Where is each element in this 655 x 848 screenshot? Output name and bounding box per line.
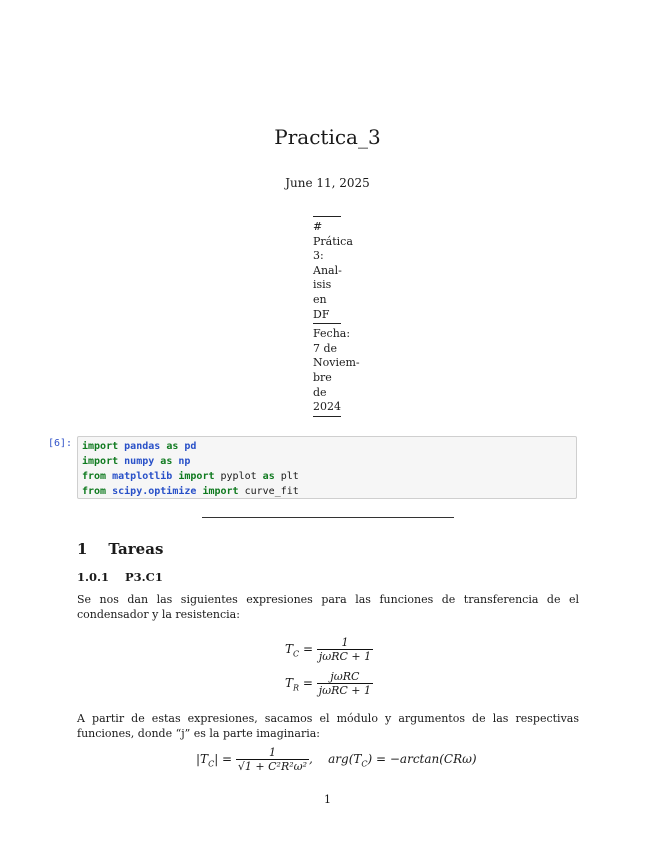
- code-line: from scipy.optimize import curve_fit: [82, 486, 299, 497]
- narrow-line: 2024: [313, 400, 341, 414]
- section-number: 1: [77, 540, 88, 558]
- table-rule-bottom: [313, 416, 341, 417]
- equation-modulus-arg: $|T_C|$ = $\frac{1}{\text{√1 + C²R²ω²}}$ , $arg(T_C) = -\arctan(CR\omega)$: [196, 746, 477, 773]
- code-line: import pandas as pd: [82, 441, 197, 452]
- narrow-line: en: [313, 292, 327, 306]
- narrow-line: Anal-: [313, 263, 342, 277]
- table-rule-top: [313, 216, 341, 217]
- narrow-line: #: [313, 220, 323, 233]
- fraction-modulus: $\frac{1}{\text{√1 + C²R²ω²}}$: [237, 746, 308, 773]
- narrow-line: 3:: [313, 249, 324, 263]
- narrow-line: Prática: [313, 234, 353, 248]
- code-line: from matplotlib import pyplot as plt: [82, 471, 299, 482]
- table-rule-middle: [313, 323, 341, 324]
- fraction-tr: $\frac{\text{jωRC}}{\text{jωRC + 1}}$: [318, 670, 372, 697]
- narrow-line: de: [313, 385, 327, 399]
- subsection-number: 1.0.1: [77, 570, 110, 584]
- code-cell-prompt: [6]:: [48, 438, 73, 449]
- document-title: Practica_3: [274, 125, 381, 149]
- paragraph-modulus: A partir de estas expresiones, sacamos el módulo y argumentos de las respectivas funciones, donde “j” es la parte imaginaria:: [77, 712, 579, 740]
- code-cell[interactable]: [77, 436, 577, 499]
- paragraph-intro: Se nos dan las siguientes expresiones para las funciones de transferencia de el condensador y la resistencia:: [77, 593, 579, 621]
- narrow-block-2: [313, 327, 371, 415]
- fraction-tc: $\frac{1}{\text{jωRC + 1}}$: [318, 636, 372, 663]
- code-line: import numpy as np: [82, 456, 191, 467]
- subsection-heading: [77, 570, 163, 584]
- narrow-line: Noviem-: [313, 356, 360, 370]
- page-number: 1: [324, 793, 331, 806]
- section-heading: [77, 540, 163, 558]
- narrow-heading-block: [313, 216, 371, 417]
- equation-tc: $T_C$ = $\frac{1}{\text{jωRC + 1}}$: [285, 636, 372, 663]
- narrow-line: isis: [313, 278, 332, 292]
- narrow-line: Fecha:: [313, 327, 351, 341]
- subsection-title: P3.C1: [125, 570, 163, 584]
- narrow-block-1: [313, 220, 371, 322]
- narrow-line: DF: [313, 307, 330, 321]
- narrow-line: bre: [313, 370, 332, 384]
- section-title: Tareas: [108, 540, 164, 558]
- document-date: June 11, 2025: [285, 176, 370, 190]
- horizontal-separator: [202, 517, 454, 518]
- narrow-line: 7 de: [313, 341, 338, 355]
- equation-tr: $T_R$ = $\frac{\text{jωRC}}{\text{jωRC + 1}}$: [285, 670, 372, 697]
